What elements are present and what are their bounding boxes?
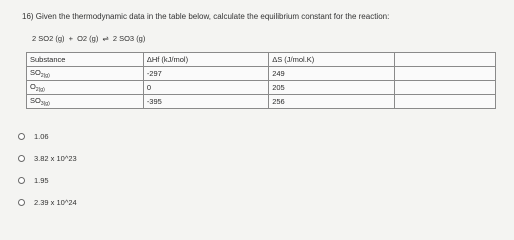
choice-b[interactable] xyxy=(18,153,77,164)
thermo-data-table xyxy=(26,52,496,109)
choice-label[interactable]: 1.95 xyxy=(34,176,49,185)
question-text: 16) Given the thermodynamic data in the table below, calculate the equilibrium constant for the reaction: xyxy=(22,12,390,21)
plus-sign: + xyxy=(68,34,73,43)
choice-c[interactable] xyxy=(18,175,77,186)
product-so3: 2 SO3 (g) xyxy=(112,34,146,43)
choice-label[interactable]: 2.39 x 10^24 xyxy=(34,198,77,207)
radio-button-icon[interactable] xyxy=(18,177,25,184)
header-substance: Substance xyxy=(27,53,144,67)
reactant-o2: O2 (g) xyxy=(77,34,99,43)
cell-entropy: 249 xyxy=(269,67,395,81)
answer-choices xyxy=(18,131,77,219)
radio-button-icon[interactable] xyxy=(18,199,25,206)
cell-entropy: 256 xyxy=(269,95,395,109)
reaction-equation xyxy=(32,34,147,43)
radio-button-icon[interactable] xyxy=(18,133,25,140)
reactant-so2: 2 SO2 (g) xyxy=(32,34,65,43)
header-enthalpy: ΔHf (kJ/mol) xyxy=(143,53,268,67)
cell-substance: $SO_{2(g)}$ xyxy=(27,67,144,81)
cell-extra xyxy=(394,81,495,95)
table-row xyxy=(27,81,496,95)
cell-enthalpy: 0 xyxy=(143,81,268,95)
cell-entropy: 205 xyxy=(269,81,395,95)
table-row xyxy=(27,95,496,109)
header-empty xyxy=(394,53,495,67)
equilibrium-arrow-icon: ⇌ xyxy=(102,34,109,43)
table-header-row xyxy=(27,53,496,67)
header-entropy: ΔS (J/mol.K) xyxy=(269,53,395,67)
choice-d[interactable] xyxy=(18,197,77,208)
cell-substance: $O_{2(g)}$ xyxy=(27,81,144,95)
choice-label[interactable]: 3.82 x 10^23 xyxy=(34,154,77,163)
cell-substance: $SO_{3(g)}$ xyxy=(27,95,144,109)
choice-label[interactable]: 1.06 xyxy=(34,132,49,141)
cell-enthalpy: -297 xyxy=(143,67,268,81)
radio-button-icon[interactable] xyxy=(18,155,25,162)
cell-enthalpy: -395 xyxy=(143,95,268,109)
table-row xyxy=(27,67,496,81)
choice-a[interactable] xyxy=(18,131,77,142)
cell-extra xyxy=(394,95,495,109)
cell-extra xyxy=(394,67,495,81)
